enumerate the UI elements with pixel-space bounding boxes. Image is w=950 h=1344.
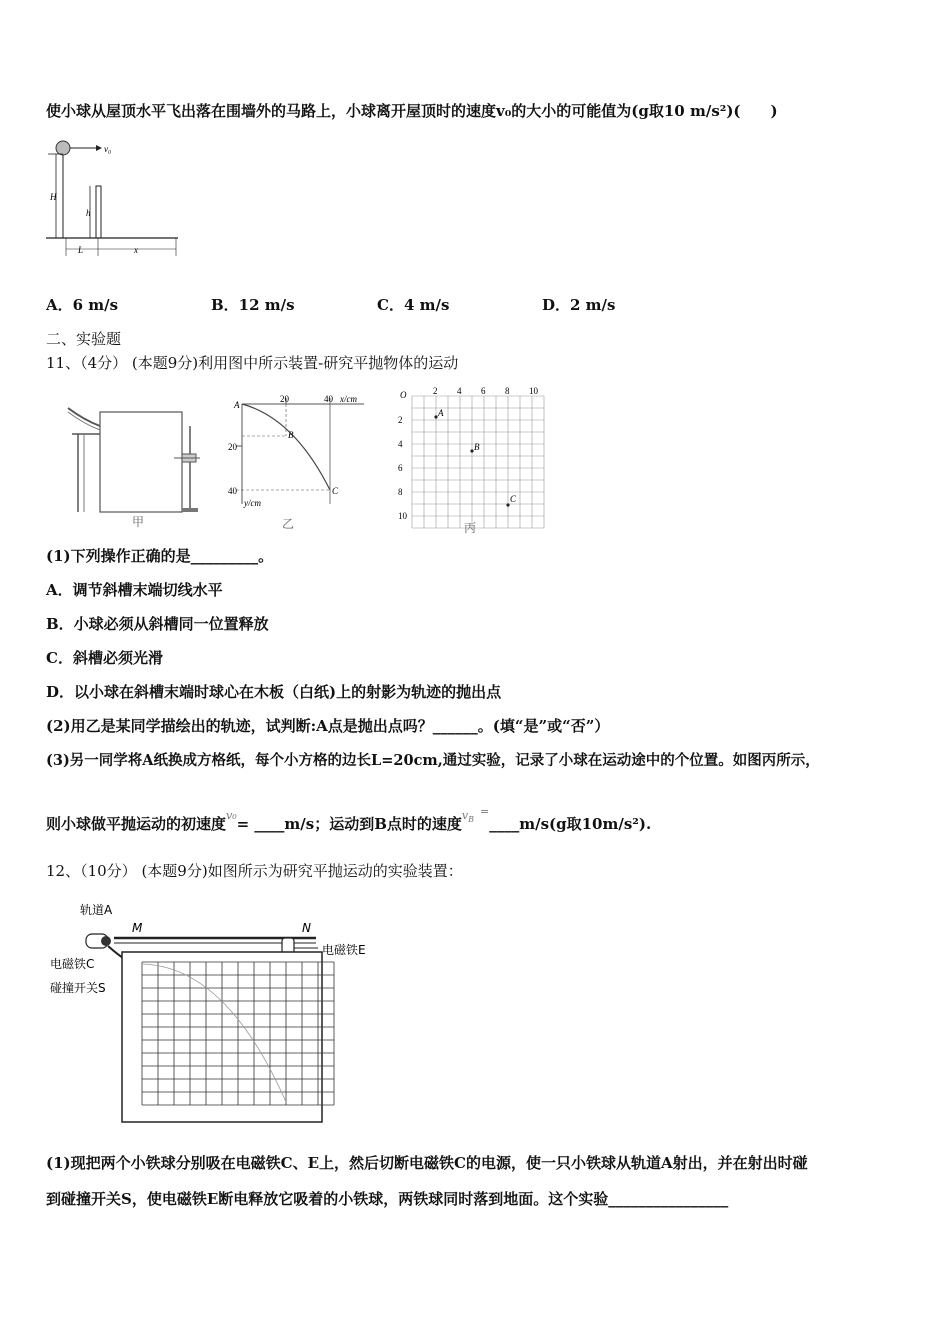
symbol-vb-v: v [461, 809, 469, 822]
symbol-equals: = [480, 805, 490, 818]
y-axis-label: y/cm [244, 498, 261, 508]
q11-figure-jia [64, 398, 214, 532]
q11-option-a: A．调节斜槽末端切线水平 [46, 581, 223, 599]
q11-option-b: B．小球必须从斜槽同一位置释放 [46, 615, 269, 633]
label-v0: v₀ [104, 144, 112, 154]
origin-o: O [400, 390, 407, 400]
tick-y-2: 2 [398, 415, 403, 425]
tick-y-6: 6 [398, 463, 403, 473]
text-initial-speed: 则小球做平抛运动的初速度 [46, 815, 227, 833]
tick-y-4: 4 [398, 439, 403, 449]
q10-stem: 使小球从屋顶水平飞出落在围墙外的马路上，小球离开屋顶时的速度v₀的大小的可能值为(g取10 m/s²)( ) [46, 102, 778, 120]
tick-x-40: 40 [324, 394, 333, 404]
label-h: h [86, 208, 91, 218]
q11-head: 11、（4分） (本题9分)利用图中所示装置-研究平抛物体的运动 [46, 354, 459, 372]
text-answer-vb: ____m/s(g取10m/s²). [489, 815, 652, 833]
caption-jia: 甲 [132, 515, 145, 529]
tick-x-20: 20 [280, 394, 289, 404]
q11-part3-line2 [46, 805, 652, 840]
symbol-vb [461, 805, 490, 825]
q11-figure-bing [392, 386, 552, 536]
q12-part1-line2: 到碰撞开关S，使电磁铁E断电释放它吸着的小铁球，两铁球同时落到地面。这个实验________________ [46, 1190, 729, 1208]
point-a: A [234, 400, 240, 410]
tick-x-6: 6 [481, 386, 486, 396]
tick-x-10: 10 [529, 386, 538, 396]
caption-bing: 丙 [464, 521, 477, 535]
point-c: C [332, 486, 339, 496]
wall [96, 186, 101, 238]
q12-figure [46, 896, 386, 1128]
q11-part2: (2)用乙是某同学描绘出的轨迹，试判断:A点是抛出点吗？______。(填“是”或“否”） [46, 717, 610, 735]
tick-y-40: 40 [228, 486, 237, 496]
q12-part1-line1: (1)现把两个小铁球分别吸在电磁铁C、E上，然后切断电磁铁C的电源，使一只小铁球从轨道A射出，并在射出时碰 [46, 1154, 808, 1172]
tick-y-8: 8 [398, 487, 403, 497]
q10-option-d: D．2 m/s [542, 296, 616, 314]
q10-figure [44, 136, 184, 262]
text-answer-v0: = ____m/s；运动到B点时的速度 [236, 815, 462, 833]
label-H: H [50, 192, 57, 202]
point-a: A [438, 408, 444, 418]
point-b: B [288, 430, 294, 440]
q11-option-d: D．以小球在斜槽末端时球心在木板（白纸)上的射影为轨迹的抛出点 [46, 683, 502, 701]
q10-option-a: A．6 m/s [46, 296, 119, 314]
label-track: 轨道A [80, 903, 113, 917]
q10-option-c: C．4 m/s [377, 296, 450, 314]
point-b: B [474, 442, 480, 452]
label-magnet-c: 电磁铁C [50, 957, 95, 971]
label-n: N [302, 921, 311, 935]
q11-part1: (1)下列操作正确的是_________。 [46, 547, 274, 565]
x-axis-label: x/cm [340, 394, 357, 404]
q12-head: 12、（10分） (本题9分)如图所示为研究平抛运动的实验装置： [46, 862, 463, 880]
caption-yi: 乙 [282, 517, 295, 531]
label-magnet-e: 电磁铁E [322, 943, 366, 957]
tick-y-10: 10 [398, 511, 407, 521]
ball [56, 141, 70, 155]
q10-option-b: B．12 m/s [211, 296, 295, 314]
symbol-v0: v₀ [226, 809, 237, 822]
label-switch: 碰撞开关S [50, 981, 106, 995]
label-x: x [134, 245, 138, 255]
label-m: M [132, 921, 143, 935]
tick-x-8: 8 [505, 386, 510, 396]
tick-y-20: 20 [228, 442, 237, 452]
q11-option-c: C．斜槽必须光滑 [46, 649, 163, 667]
point-c: C [510, 494, 517, 504]
tick-x-4: 4 [457, 386, 462, 396]
q11-part3-line1: (3)另一同学将A纸换成方格纸，每个小方格的边长L=20cm,通过实验，记录了小球在运动途中的个位置。如图丙所示， [46, 752, 820, 769]
q11-figure-yi [224, 394, 374, 534]
section-title: 二、实验题 [46, 330, 122, 348]
tick-x-2: 2 [433, 386, 438, 396]
symbol-vb-sub: B [468, 815, 475, 825]
label-L: L [78, 245, 84, 255]
